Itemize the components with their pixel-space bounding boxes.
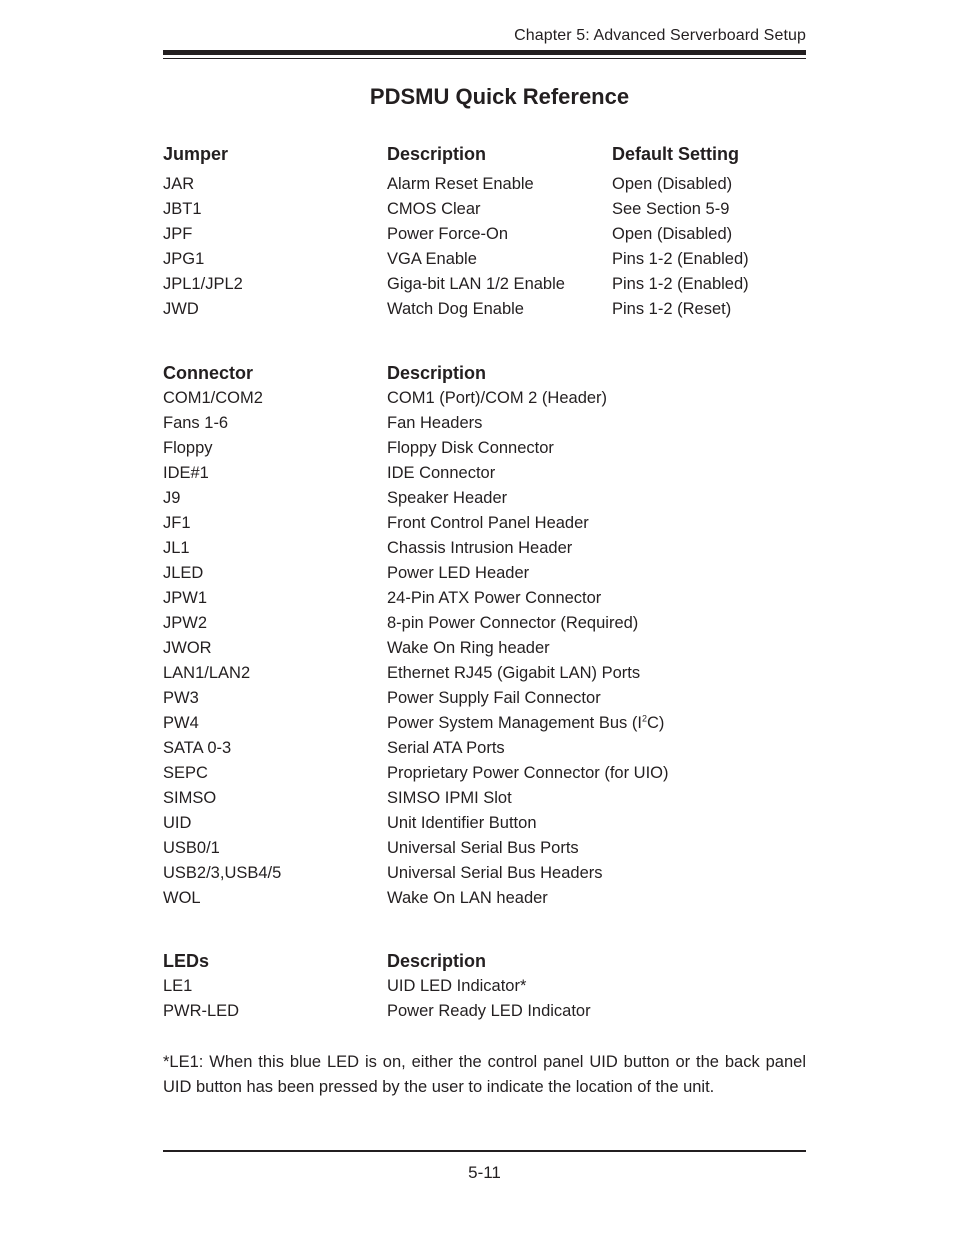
- led-name: PWR-LED: [163, 1002, 240, 1020]
- header-description: Description: [387, 951, 487, 971]
- table-row: [163, 711, 813, 736]
- connector-name: JLED: [163, 564, 204, 582]
- jumper-default: Pins 1-2 (Enabled): [612, 250, 749, 268]
- jumper-description: VGA Enable: [387, 250, 477, 268]
- table-row: [163, 836, 813, 861]
- connector-description: Power Supply Fail Connector: [387, 689, 601, 707]
- table-row: [163, 386, 813, 411]
- jumper-description: Giga-bit LAN 1/2 Enable: [387, 275, 565, 293]
- table-row: [163, 461, 813, 486]
- jumper-default: Pins 1-2 (Enabled): [612, 275, 749, 293]
- connector-description: 8-pin Power Connector (Required): [387, 614, 639, 632]
- jumper-name: JAR: [163, 175, 195, 193]
- jumper-name: JBT1: [163, 200, 202, 218]
- table-row: [163, 222, 813, 247]
- connector-table: [163, 361, 813, 911]
- jumper-default: Open (Disabled): [612, 175, 733, 193]
- table-row: [163, 811, 813, 836]
- jumper-name: JPL1/JPL2: [163, 275, 243, 293]
- connector-description: Front Control Panel Header: [387, 514, 589, 532]
- connector-description: Chassis Intrusion Header: [387, 539, 573, 557]
- connector-name: SATA 0-3: [163, 739, 232, 757]
- connector-description: Wake On Ring header: [387, 639, 550, 657]
- table-row: [163, 636, 813, 661]
- description-part: Power System Management Bus (I: [387, 714, 642, 732]
- table-row: [163, 411, 813, 436]
- connector-description: Proprietary Power Connector (for UIO): [387, 764, 669, 782]
- connector-name: USB2/3,USB4/5: [163, 864, 282, 882]
- jumper-default: Pins 1-2 (Reset): [612, 300, 732, 318]
- page-number: 5-11: [468, 1163, 501, 1182]
- table-header: [163, 142, 813, 167]
- connector-description: SIMSO IPMI Slot: [387, 789, 512, 807]
- jumper-name: JPG1: [163, 250, 205, 268]
- footer-rule: [163, 1150, 806, 1152]
- running-header: Chapter 5: Advanced Serverboard Setup: [514, 27, 806, 44]
- table-row: [163, 272, 813, 297]
- jumper-name: JWD: [163, 300, 199, 318]
- connector-description: Serial ATA Ports: [387, 739, 505, 757]
- table-header: [163, 361, 813, 386]
- table-row: [163, 661, 813, 686]
- table-row: [163, 436, 813, 461]
- connector-description: Universal Serial Bus Headers: [387, 864, 603, 882]
- led-table: [163, 949, 813, 1024]
- jumper-default: Open (Disabled): [612, 225, 733, 243]
- page-title: PDSMU Quick Reference: [369, 84, 630, 109]
- header-description: Description: [387, 363, 487, 383]
- header-jumper: Jumper: [163, 144, 229, 164]
- table-row: [163, 736, 813, 761]
- connector-description: Ethernet RJ45 (Gigabit LAN) Ports: [387, 664, 641, 682]
- connector-name: COM1/COM2: [163, 389, 263, 407]
- jumper-table: [163, 142, 813, 322]
- connector-description: Speaker Header: [387, 489, 508, 507]
- table-row: [163, 536, 813, 561]
- jumper-description: CMOS Clear: [387, 200, 481, 218]
- connector-name: JWOR: [163, 639, 212, 657]
- table-row: [163, 586, 813, 611]
- jumper-name: JPF: [163, 225, 193, 243]
- jumper-default: See Section 5-9: [612, 200, 730, 218]
- led-description: Power Ready LED Indicator: [387, 1002, 591, 1020]
- table-row: [163, 861, 813, 886]
- table-row: [163, 611, 813, 636]
- connector-name: Floppy: [163, 439, 213, 457]
- header-rule: [163, 50, 806, 55]
- connector-name: WOL: [163, 889, 201, 907]
- connector-description: Universal Serial Bus Ports: [387, 839, 579, 857]
- table-row: [163, 197, 813, 222]
- table-row: [163, 886, 813, 911]
- connector-description: Wake On LAN header: [387, 889, 548, 907]
- jumper-description: Alarm Reset Enable: [387, 175, 534, 193]
- header-rule-thin: [163, 58, 806, 59]
- superscript: 2: [641, 713, 647, 724]
- connector-description: Floppy Disk Connector: [387, 439, 554, 457]
- connector-name: IDE#1: [163, 464, 209, 482]
- led-description: UID LED Indicator*: [387, 977, 527, 995]
- table-row: [163, 486, 813, 511]
- connector-name: UID: [163, 814, 192, 832]
- connector-description: Fan Headers: [387, 414, 483, 432]
- table-row: [163, 172, 813, 197]
- table-row: [163, 561, 813, 586]
- connector-name: PW3: [163, 689, 199, 707]
- table-row: [163, 974, 813, 999]
- connector-name: Fans 1-6: [163, 414, 229, 432]
- connector-name: JPW1: [163, 589, 208, 607]
- connector-description: COM1 (Port)/COM 2 (Header): [387, 389, 608, 407]
- connector-name: PW4: [163, 714, 199, 732]
- header-connector: Connector: [163, 363, 253, 383]
- table-row: [163, 247, 813, 272]
- header-default-setting: Default Setting: [612, 144, 740, 164]
- table-row: [163, 999, 813, 1024]
- connector-name: USB0/1: [163, 839, 220, 857]
- connector-name: JL1: [163, 539, 190, 557]
- connector-description: [387, 711, 664, 736]
- connector-description: IDE Connector: [387, 464, 496, 482]
- header-description: Description: [387, 144, 487, 164]
- connector-name: SIMSO: [163, 789, 217, 807]
- footnote: *LE1: When this blue LED is on, either the control panel UID button or the back panel UID button has been pressed by the user to indicate the location of the unit.: [163, 1053, 806, 1096]
- description-part: C): [646, 714, 665, 732]
- table-header: [163, 949, 813, 974]
- connector-name: SEPC: [163, 764, 208, 782]
- table-row: [163, 786, 813, 811]
- table-row: [163, 511, 813, 536]
- led-name: LE1: [163, 977, 193, 995]
- jumper-description: Watch Dog Enable: [387, 300, 524, 318]
- connector-name: JF1: [163, 514, 191, 532]
- connector-description: Power LED Header: [387, 564, 530, 582]
- connector-name: LAN1/LAN2: [163, 664, 251, 682]
- connector-name: JPW2: [163, 614, 208, 632]
- header-leds: LEDs: [163, 951, 210, 971]
- table-row: [163, 297, 813, 322]
- connector-description: 24-Pin ATX Power Connector: [387, 589, 602, 607]
- connector-name: J9: [163, 489, 181, 507]
- jumper-description: Power Force-On: [387, 225, 509, 243]
- table-row: [163, 686, 813, 711]
- connector-description: Unit Identifier Button: [387, 814, 537, 832]
- table-row: [163, 761, 813, 786]
